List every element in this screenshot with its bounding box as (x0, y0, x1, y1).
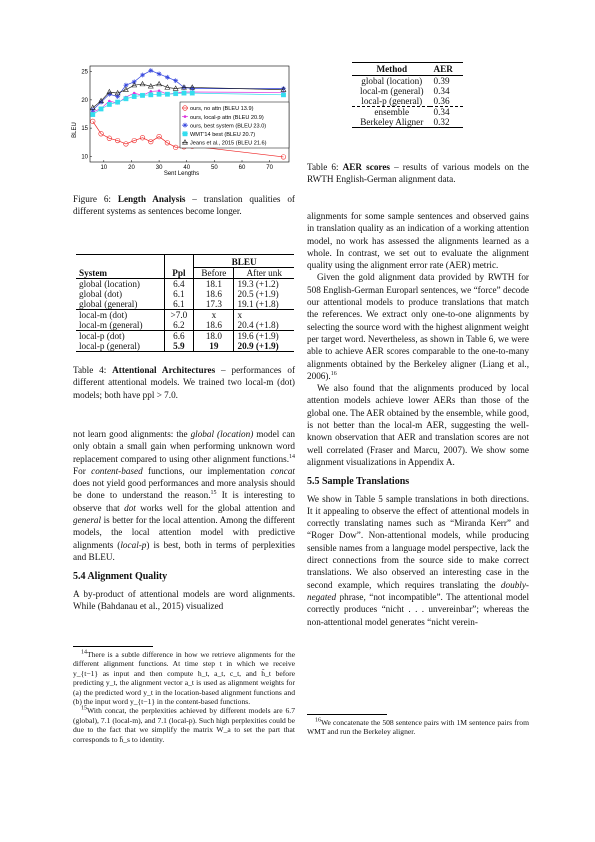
data-point (184, 115, 187, 118)
data-point (107, 102, 111, 106)
data-point (99, 107, 103, 111)
legend-entry: ours, no attn (BLEU 13.9) (190, 106, 254, 113)
length-analysis-chart (68, 58, 300, 186)
table4-caption: Table 4: Attentional Architectures – performances of different attentional models. We trained two local-m (dot) models; both have ppl > 7.0. (73, 365, 296, 400)
t4-cell-after: 19.1 (+1.8) (237, 299, 279, 309)
x-axis-label: Sent Lengths (163, 171, 200, 177)
t4-cell-before: 18.6 (194, 289, 234, 299)
t6-cell-method: local-m (general) (360, 86, 424, 96)
table6-caption: Table 6: AER scores – results of various models on the RWTH English-German alignment data. (307, 162, 530, 185)
t4-cell-ppl: 6.6 (164, 331, 194, 342)
table-row (352, 96, 463, 107)
legend-entry: WMT'14 best (BLEU 20.7) (190, 132, 256, 138)
data-point (158, 90, 161, 93)
t4-cell-system: local-p (dot) (76, 331, 164, 342)
t4-cell-after: 19.3 (+1.2) (237, 279, 279, 289)
t4-cell-after: x (237, 310, 243, 320)
y-tick-label: 15 (81, 126, 88, 133)
table-row (76, 341, 294, 352)
t4-cell-before: 18.6 (194, 320, 234, 331)
t4-cell-before: x (194, 310, 234, 321)
footnote-rule (73, 646, 153, 647)
t4-cell-after: 20.4 (+1.8) (237, 320, 279, 330)
footnote-14: $^{14}$There is a subtle difference in how we retrieve alignments for the different alignment functions. At time step t in which we receive y_{t−1} as input and then compute h_t, a_t, c_t, and h̃_t before predicting y_t, the alignment vector a_t is used as alignment weights for (a) the predicted word y_t in the location-based alignment functions and (b) the input word y_{t−1} in the content-based functions. (73, 649, 295, 707)
t4-header-before: Before (194, 268, 234, 279)
data-point (133, 92, 136, 95)
legend-entry: ours, local-p attn (BLEU 20.9) (190, 114, 264, 121)
x-tick-label: 70 (266, 165, 273, 171)
left-paragraph-2: A by-product of attentional models are word alignments. While (Bahdanau et al., 2015) visualized (73, 588, 295, 611)
data-point (132, 94, 136, 98)
t6-cell-method: global (location) (361, 76, 423, 86)
x-tick-label: 30 (155, 165, 163, 171)
t4-cell-system: global (dot) (76, 289, 164, 299)
table6 (352, 62, 463, 128)
data-point (115, 100, 119, 104)
legend-entry: Jeans et al., 2015 (BLEU 21.6) (190, 140, 267, 147)
table-row (76, 289, 294, 299)
left-column-body (73, 428, 295, 612)
t4-cell-system: local-p (general) (76, 341, 164, 352)
data-point (165, 92, 169, 96)
t4-cell-after: 19.6 (+1.9) (237, 331, 279, 341)
legend-entry: ours, best system (BLEU 23.0) (190, 123, 267, 130)
table-row (76, 320, 294, 331)
y-tick-label: 20 (81, 97, 88, 104)
t4-cell-ppl: 6.4 (164, 279, 194, 290)
right-paragraph-4: We show in Table 5 sample translations in both directions. It it appealing to observe the effect of attentional models in correctly translating names such as “Miranda Kerr” and “Roger Dow”. Non-attentional models, while producing sensible names from a language model perspective, lack the direct connections from the source side to make correct translations. We also observed an interesting case in the second example, which requires translating the doubly-negated phrase, “not incompatible”. The attentional model correctly produces “nicht . . . unvereinbar”; whereas the non-attentional model generates “nicht verein- (307, 493, 529, 627)
footnote-rule (307, 714, 387, 715)
data-point (150, 90, 153, 93)
x-tick-label: 50 (211, 165, 218, 171)
data-point (190, 91, 194, 95)
left-paragraph-1: not learn good alignments: the global (location) model can only obtain a small gain when performing unknown word replacement compared to using other alignment functions.$^{14}$ For content-based functions, our implementation concat does not yield good performances and more analysis should be done to understand the reason.$^{15}$ It is interesting to observe that dot works well for the global attention and general is better for the local attention. Among the different models, the local attention model with predictive alignments (local-p) is best, both in terms of perplexities and BLEU. (73, 429, 295, 562)
footnote-15: $^{15}$With concat, the perplexities achieved by different models are 6.7 (global), 7.1 (local-m), and 7.1 (local-p). Such high perplexities could be due to the fact that we simplify the matrix W_a to set the part that corresponds to h̄_s to identity. (73, 705, 295, 744)
t4-cell-before: 17.3 (194, 299, 234, 310)
right-paragraph-1: alignments for some sample sentences and observed gains in translation quality as an indication of a working attention model, no work has assessed the alignments learned as a whole. In contrast, we set out to evaluate the alignment quality using the alignment error rate (AER) metric. (307, 211, 529, 271)
t4-cell-system: global (general) (76, 299, 164, 310)
t4-cell-after: 20.5 (+1.9) (237, 289, 279, 299)
t4-cell-system: local-m (general) (76, 320, 164, 331)
data-point (183, 132, 187, 136)
x-tick-label: 20 (128, 165, 135, 171)
table-row (76, 331, 294, 342)
y-axis-label: BLEU (72, 122, 78, 138)
table-row (352, 76, 463, 87)
section-5-4-heading: 5.4 Alignment Quality (73, 571, 168, 583)
right-footnotes (307, 714, 529, 737)
t6-cell-aer: 0.32 (433, 117, 450, 127)
data-point (140, 93, 144, 97)
y-tick-label: 10 (81, 154, 88, 161)
t4-header-after: After unk (234, 268, 294, 279)
t6-cell-aer: 0.34 (433, 107, 450, 117)
t4-cell-before: 19 (194, 341, 234, 352)
t4-cell-before: 18.0 (194, 331, 234, 342)
data-point (281, 93, 285, 97)
t6-header-method: Method (376, 64, 408, 74)
section-5-5-heading: 5.5 Sample Translations (307, 476, 410, 488)
t4-cell-system: local-m (dot) (76, 310, 164, 321)
t4-cell-ppl: >7.0 (164, 310, 194, 321)
y-tick-label: 25 (81, 69, 88, 76)
table-row (352, 86, 463, 96)
table-row (352, 107, 463, 118)
x-tick-label: 40 (183, 165, 191, 171)
left-footnotes (73, 646, 295, 744)
x-tick-label: 60 (238, 165, 246, 171)
t6-cell-aer: 0.39 (433, 76, 450, 86)
data-point (149, 93, 153, 97)
t4-cell-before: 18.1 (194, 279, 234, 290)
t6-cell-aer: 0.36 (433, 96, 450, 106)
right-column-body (307, 210, 529, 628)
t4-header-bleu: BLEU (231, 257, 257, 267)
table4 (76, 254, 294, 352)
x-tick-label: 10 (100, 165, 108, 171)
table-row (76, 310, 294, 321)
t6-cell-method: local-p (general) (361, 96, 423, 106)
t4-cell-ppl: 6.2 (164, 320, 194, 331)
right-paragraph-3: We also found that the alignments produced by local attention models achieve lower AERs than those of the global one. The AER obtained by the ensemble, while good, is not better than the local-m AER, suggesting the well-known observation that AER and translation scores are not well correlated (Fraser and Marcu, 2007). We show some alignment visualizations in Appendix A. (307, 383, 529, 467)
data-point (108, 100, 111, 103)
t4-cell-ppl: 5.9 (164, 341, 194, 352)
data-point (173, 91, 177, 95)
table-row (76, 279, 294, 290)
t4-header-system: System (76, 255, 164, 279)
data-point (157, 92, 161, 96)
right-paragraph-2: Given the gold alignment data provided by RWTH for 508 English-German Europarl sentences, we “force” decode our attentional models to produce translations that match the references. We extract only one-to-one alignments by selecting the source word with the highest alignment weight per target word. Nevertheless, as shown in Table 6, we were able to achieve AER scores comparable to the one-to-many alignments obtained by the Berkeley aligner (Liang et al., 2006).$^{16}$ (307, 272, 529, 381)
data-point (124, 97, 128, 101)
t4-cell-ppl: 6.1 (164, 289, 194, 299)
t4-cell-ppl: 6.1 (164, 299, 194, 310)
data-point (182, 91, 186, 95)
t4-cell-after: 20.9 (+1.9) (237, 341, 279, 351)
table-row (352, 117, 463, 128)
t6-cell-aer: 0.34 (433, 86, 450, 96)
footnote-16: $^{16}$We concatenate the 508 sentence pairs with 1M sentence pairs from WMT and run the Berkeley aligner. (307, 717, 529, 737)
t6-cell-method: Berkeley Aligner (360, 117, 424, 127)
table-row (76, 299, 294, 310)
t6-header-aer: AER (433, 64, 453, 74)
t6-cell-method: ensemble (374, 107, 410, 117)
t4-cell-system: global (location) (76, 279, 164, 290)
figure6-caption: Figure 6: Length Analysis – translation qualities of different systems as sentences become longer. (73, 194, 295, 217)
data-point (91, 112, 95, 116)
t4-header-ppl: Ppl (164, 255, 194, 279)
